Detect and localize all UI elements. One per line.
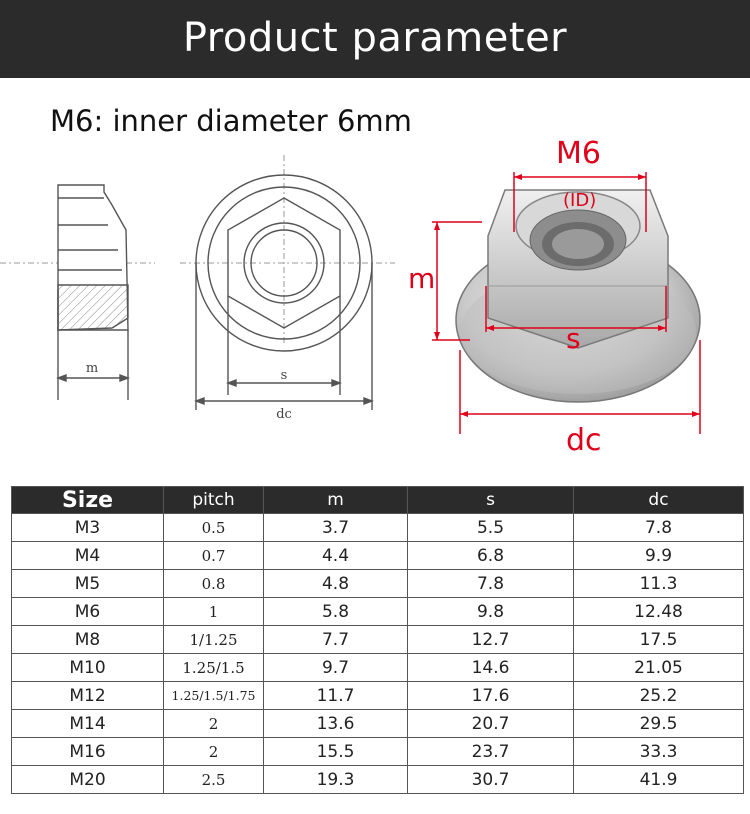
cell-s: 7.8 [408,570,574,598]
header-dc: dc [574,487,744,514]
header-pitch: pitch [164,487,264,514]
cell-m: 15.5 [264,738,408,766]
spec-table [11,486,744,794]
cell-pitch: 2 [164,710,264,738]
cell-s: 6.8 [408,542,574,570]
cell-m: 9.7 [264,654,408,682]
cell-m: 3.7 [264,514,408,542]
cell-size: M4 [12,542,164,570]
header-size: Size [12,487,164,514]
cell-size: M12 [12,682,164,710]
header-m: m [264,487,408,514]
technical-drawing [0,135,395,465]
cell-pitch: 2 [164,738,264,766]
cell-m: 5.8 [264,598,408,626]
photo-label-id: (ID) [563,190,597,211]
photo-label-s: s [566,322,581,355]
cell-size: M8 [12,626,164,654]
drawing-label-dc: dc [276,407,292,422]
cell-dc: 41.9 [574,766,744,794]
cell-size: M14 [12,710,164,738]
table-row [12,514,744,542]
cell-m: 19.3 [264,766,408,794]
cell-pitch: 0.5 [164,514,264,542]
cell-m: 11.7 [264,682,408,710]
cell-size: M20 [12,766,164,794]
cell-m: 4.4 [264,542,408,570]
header-s: s [408,487,574,514]
table-header-row [12,487,744,514]
top-view [180,155,395,410]
cell-m: 7.7 [264,626,408,654]
cell-pitch: 2.5 [164,766,264,794]
table-row [12,598,744,626]
cell-dc: 33.3 [574,738,744,766]
cell-pitch: 1 [164,598,264,626]
table-row [12,710,744,738]
cell-s: 20.7 [408,710,574,738]
drawing-label-m: m [85,361,99,376]
cell-dc: 17.5 [574,626,744,654]
table-row [12,738,744,766]
cell-s: 30.7 [408,766,574,794]
cell-dc: 21.05 [574,654,744,682]
table-row [12,626,744,654]
cell-size: M6 [12,598,164,626]
cell-pitch: 1.25/1.5 [164,654,264,682]
photo-label-dc: dc [566,423,602,458]
cell-s: 9.8 [408,598,574,626]
cell-dc: 7.8 [574,514,744,542]
table-body [12,514,744,794]
table-row [12,570,744,598]
cell-s: 5.5 [408,514,574,542]
cell-size: M3 [12,514,164,542]
page-title: Product parameter [0,0,750,78]
cell-dc: 9.9 [574,542,744,570]
cell-dc: 12.48 [574,598,744,626]
cell-dc: 29.5 [574,710,744,738]
subtitle: M6: inner diameter 6mm [50,104,412,138]
table-row [12,682,744,710]
cell-dc: 11.3 [574,570,744,598]
cell-s: 12.7 [408,626,574,654]
cell-pitch: 0.7 [164,542,264,570]
cell-size: M10 [12,654,164,682]
photo-label-m6: M6 [556,136,601,171]
cell-m: 13.6 [264,710,408,738]
cell-s: 17.6 [408,682,574,710]
table-row [12,542,744,570]
cell-m: 4.8 [264,570,408,598]
cell-size: M16 [12,738,164,766]
drawing-label-s: s [280,368,288,383]
side-view [0,185,155,400]
cell-s: 14.6 [408,654,574,682]
photo-label-m: m [408,262,436,295]
cell-pitch: 1.25/1.5/1.75 [164,682,264,710]
table-row [12,766,744,794]
cell-size: M5 [12,570,164,598]
cell-pitch: 0.8 [164,570,264,598]
cell-s: 23.7 [408,738,574,766]
cell-pitch: 1/1.25 [164,626,264,654]
product-photo [395,135,750,465]
cell-dc: 25.2 [574,682,744,710]
table-row [12,654,744,682]
